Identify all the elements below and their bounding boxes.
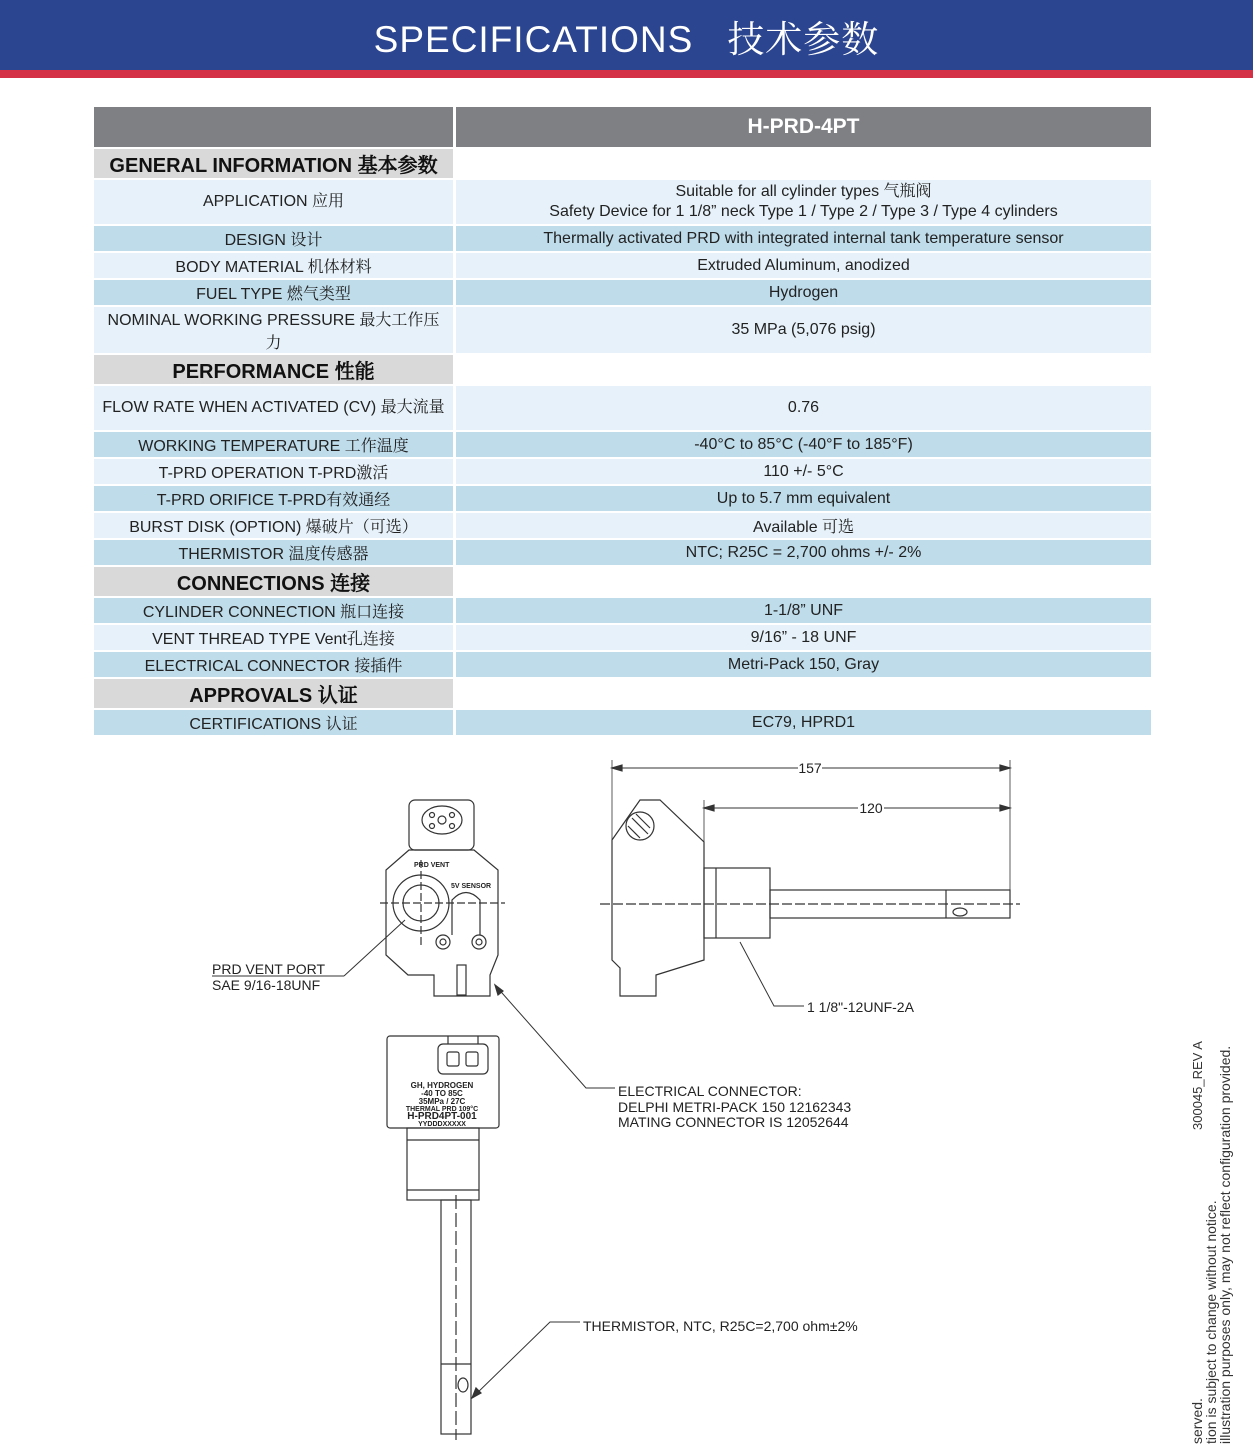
spec-row xyxy=(94,225,1151,252)
section-header-row xyxy=(94,148,1151,179)
spec-value: 0.76 xyxy=(455,385,1152,431)
section-blank-cell xyxy=(455,566,1152,597)
spec-row xyxy=(94,179,1151,225)
section-header-row xyxy=(94,354,1151,385)
spec-label: CYLINDER CONNECTION 瓶口连接 xyxy=(94,597,455,624)
spec-value: Extruded Aluminum, anodized xyxy=(455,252,1152,279)
spec-label: NOMINAL WORKING PRESSURE 最大工作压力 xyxy=(94,306,455,354)
spec-value-line2: Safety Device for 1 1/8” neck Type 1 / Type 2 / Type 3 / Type 4 cylinders xyxy=(549,203,1058,220)
spec-row xyxy=(94,306,1151,354)
dim-inner: 120 xyxy=(859,800,883,816)
spec-value: 9/16” - 18 UNF xyxy=(455,624,1152,651)
spec-row xyxy=(94,651,1151,678)
label-line3: 35MPa / 27C xyxy=(418,1097,466,1106)
section-blank-cell xyxy=(455,678,1152,709)
spec-label: APPLICATION 应用 xyxy=(94,179,455,225)
spec-row xyxy=(94,252,1151,279)
header-banner xyxy=(0,0,1253,70)
section-blank-cell xyxy=(455,148,1152,179)
table-header-row xyxy=(94,107,1151,148)
disclaimer-line2: tion is subject to change without notice. xyxy=(1203,1200,1219,1444)
spec-row xyxy=(94,539,1151,566)
spec-label: CERTIFICATIONS 认证 xyxy=(94,709,455,736)
technical-drawings xyxy=(0,740,1180,1444)
disclaimer-line1: served. xyxy=(1189,1398,1205,1444)
spec-value: 110 +/- 5°C xyxy=(455,458,1152,485)
section-blank-cell xyxy=(455,354,1152,385)
section-title: PERFORMANCE 性能 xyxy=(94,354,455,385)
disclaimer-line3: illustration purposes only, may not reflect configuration provided. xyxy=(1217,1045,1233,1444)
section-header-row xyxy=(94,678,1151,709)
spec-row xyxy=(94,279,1151,306)
spec-label: FUEL TYPE 燃气类型 xyxy=(94,279,455,306)
spec-row xyxy=(94,431,1151,458)
prd-vent-port-line1: PRD VENT PORT xyxy=(212,961,326,977)
elec-connector-line2: DELPHI METRI-PACK 150 12162343 xyxy=(618,1099,852,1115)
thread-callout: 1 1/8"-12UNF-2A xyxy=(807,999,914,1015)
spec-row xyxy=(94,385,1151,431)
spec-value: Up to 5.7 mm equivalent xyxy=(455,485,1152,512)
spec-row xyxy=(94,458,1151,485)
spec-label: VENT THREAD TYPE Vent孔连接 xyxy=(94,624,455,651)
revision-number: 300045_REV A xyxy=(1190,1041,1205,1130)
front-view xyxy=(380,800,505,996)
spec-row xyxy=(94,624,1151,651)
header-blank-cell xyxy=(94,107,455,148)
spec-value xyxy=(455,179,1152,225)
spec-row xyxy=(94,485,1151,512)
elec-connector-line1: ELECTRICAL CONNECTOR: xyxy=(618,1083,802,1099)
label-line6: YYDDDXXXXX xyxy=(418,1121,466,1128)
side-view xyxy=(600,760,1020,996)
spec-row xyxy=(94,512,1151,539)
prd-vent-label: PRD VENT xyxy=(414,862,450,869)
spec-label: ELECTRICAL CONNECTOR 接插件 xyxy=(94,651,455,678)
page-title-cn: 技术参数 xyxy=(727,18,880,61)
elec-connector-line3: MATING CONNECTOR IS 12052644 xyxy=(618,1114,849,1130)
side-disclaimer xyxy=(1190,744,1232,1444)
spec-value: NTC; R25C = 2,700 ohms +/- 2% xyxy=(455,539,1152,566)
thermistor-callout: THERMISTOR, NTC, R25C=2,700 ohm±2% xyxy=(583,1318,858,1334)
spec-row xyxy=(94,597,1151,624)
dim-total: 157 xyxy=(798,760,822,776)
section-title: CONNECTIONS 连接 xyxy=(94,566,455,597)
page-title: SPECIFICATIONS xyxy=(373,19,694,60)
spec-value: EC79, HPRD1 xyxy=(455,709,1152,736)
spec-value: Available 可选 xyxy=(455,512,1152,539)
prd-vent-port-line2: SAE 9/16-18UNF xyxy=(212,977,321,993)
spec-label: BURST DISK (OPTION) 爆破片（可选） xyxy=(94,512,455,539)
section-title: APPROVALS 认证 xyxy=(94,678,455,709)
sensor-label: 5V SENSOR xyxy=(451,883,492,890)
spec-label: BODY MATERIAL 机体材料 xyxy=(94,252,455,279)
section-title: GENERAL INFORMATION 基本参数 xyxy=(94,148,455,179)
spec-value: 35 MPa (5,076 psig) xyxy=(455,306,1152,354)
spec-value-line1: Suitable for all cylinder types 气瓶阀 xyxy=(675,183,932,200)
label-line2: -40 TO 85C xyxy=(421,1089,463,1098)
spec-label: T-PRD OPERATION T-PRD激活 xyxy=(94,458,455,485)
spec-value: Metri-Pack 150, Gray xyxy=(455,651,1152,678)
spec-label: DESIGN 设计 xyxy=(94,225,455,252)
spec-value: -40°C to 85°C (-40°F to 185°F) xyxy=(455,431,1152,458)
section-header-row xyxy=(94,566,1151,597)
model-name: H-PRD-4PT xyxy=(455,107,1152,148)
spec-label: T-PRD ORIFICE T-PRD有效通经 xyxy=(94,485,455,512)
spec-label: THERMISTOR 温度传感器 xyxy=(94,539,455,566)
header-divider xyxy=(0,70,1253,78)
spec-label: FLOW RATE WHEN ACTIVATED (CV) 最大流量 xyxy=(94,385,455,431)
spec-label: WORKING TEMPERATURE 工作温度 xyxy=(94,431,455,458)
spec-value: 1-1/8” UNF xyxy=(455,597,1152,624)
spec-value: Hydrogen xyxy=(455,279,1152,306)
label-line1: GH, HYDROGEN xyxy=(410,1081,474,1090)
label-line5: H-PRD4PT-001 xyxy=(407,1111,477,1122)
spec-row xyxy=(94,709,1151,736)
label-line4: THERMAL PRD 109°C xyxy=(405,1106,479,1113)
spec-value: Thermally activated PRD with integrated internal tank temperature sensor xyxy=(455,225,1152,252)
spec-table xyxy=(94,107,1151,737)
